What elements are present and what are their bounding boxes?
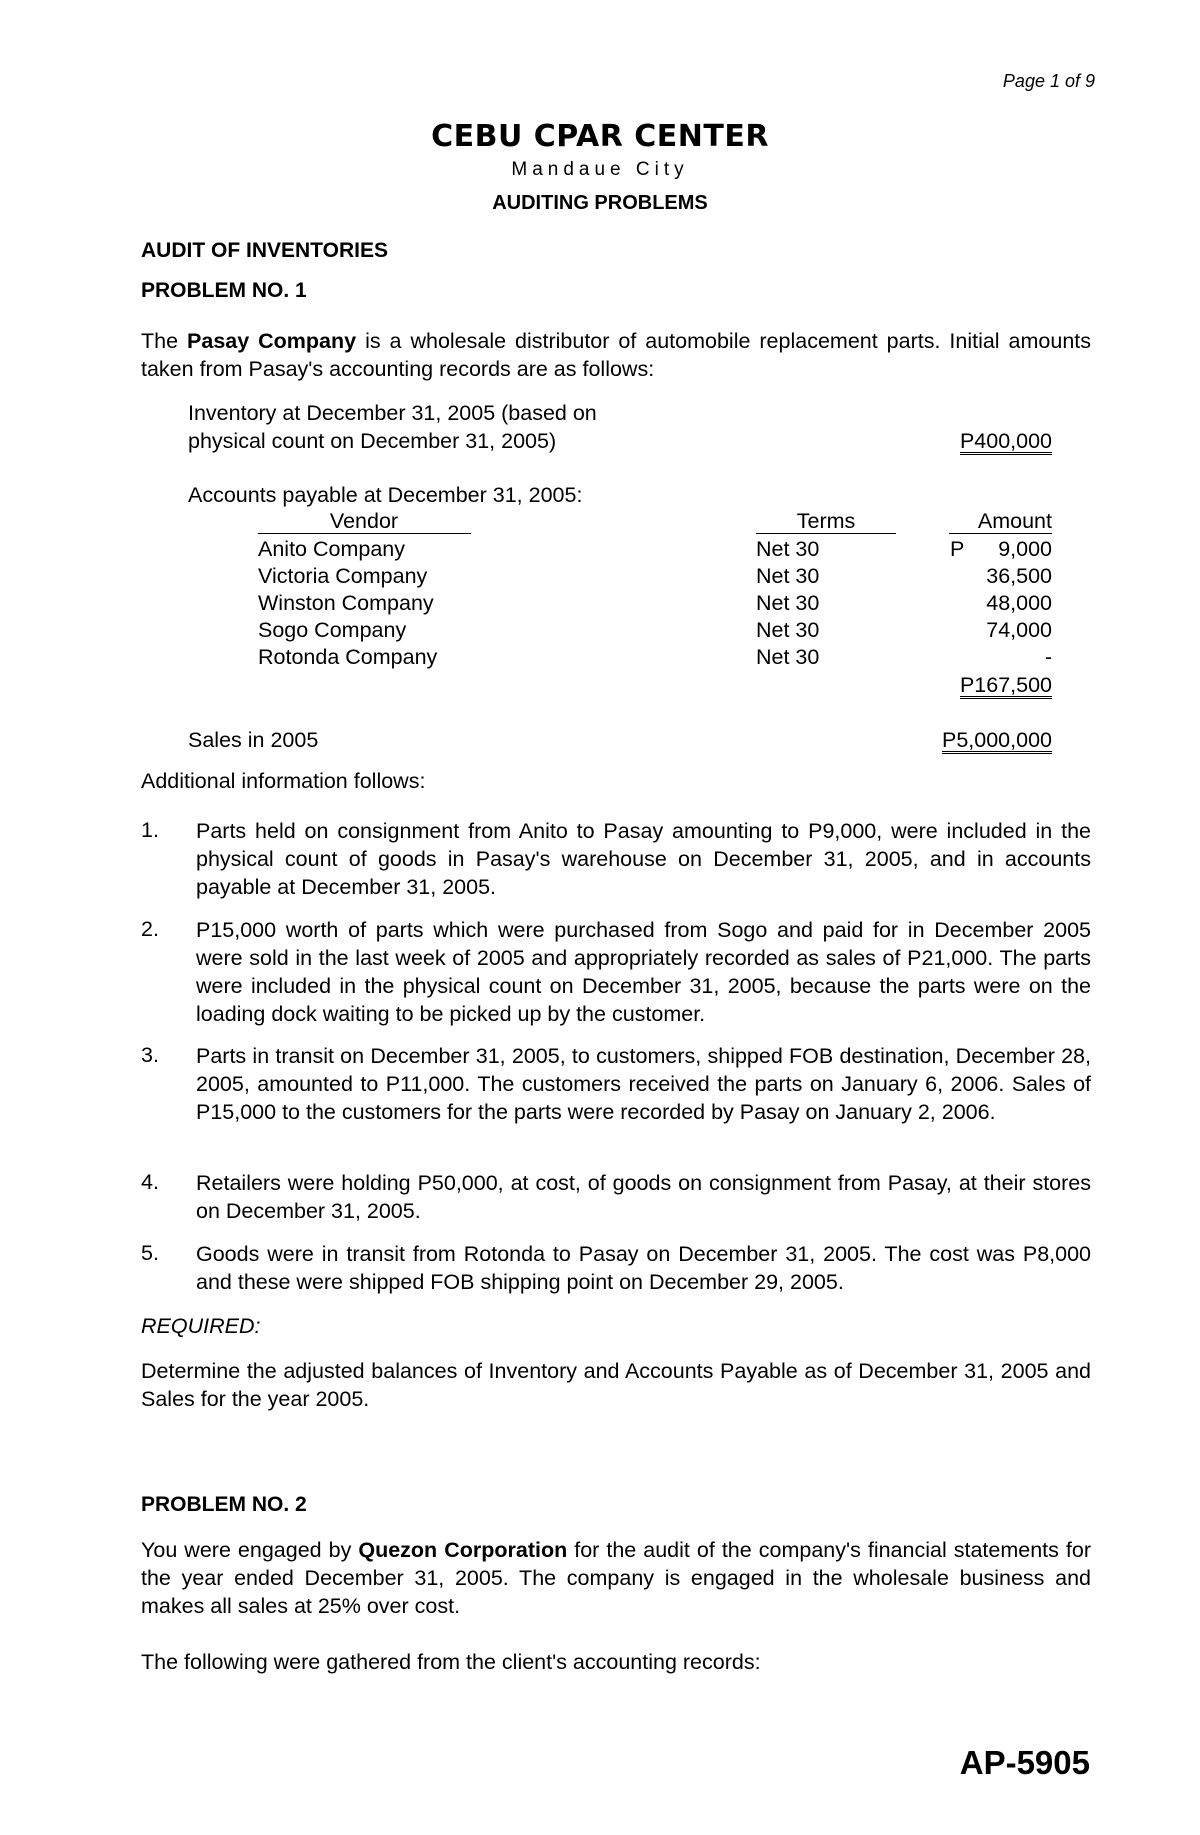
problem-1-intro: The Pasay Company is a wholesale distributor of automobile replacement parts. Initial amounts taken from Pasay's accounting records are as follows: [141,329,1091,381]
vendor-amount: 9,000 [998,537,1052,561]
item-text: P15,000 worth of parts which were purchased from Sogo and paid for in December 2005 were sold in the last week of 2005 and appropriately recorded as sales of P21,000. The parts were included in the physical count on December 31, 2005, because the parts were on the loading dock waiting to be picked up by the customer. [196,918,1091,1026]
item-number: 4. [141,1170,159,1194]
item-number: 1. [141,818,159,842]
vendor-name: Anito Company [258,537,405,561]
vendor-amount: 48,000 [986,591,1052,615]
page-number: Page 1 of 9 [1002,71,1095,91]
problem-2-intro: You were engaged by Quezon Corporation for the audit of the company's financial statements for the year ended December 31, 2005. The company is engaged in the wholesale business and makes all sales at 25% over cost. [141,1538,1092,1618]
vendor-terms: Net 30 [756,537,820,561]
terms-header-underline [756,533,896,534]
document-title: CEBU CPAR CENTER [431,119,769,154]
company-name-quezon: Quezon Corporation [358,1538,568,1562]
sales-label: Sales in 2005 [188,728,319,752]
required-label: REQUIRED: [141,1314,261,1338]
vendor-name: Winston Company [258,591,434,615]
accounts-payable-label: Accounts payable at December 31, 2005: [188,483,583,507]
vendor-terms: Net 30 [756,645,820,669]
inventory-label-line1: Inventory at December 31, 2005 (based on [188,401,597,425]
amount-column-header: Amount [977,509,1052,533]
item-number: 2. [141,917,159,941]
vendor-terms: Net 30 [756,564,820,588]
vendor-column-header: Vendor [329,509,399,533]
company-name-pasay: Pasay Company [187,329,357,353]
item-text: Parts in transit on December 31, 2005, to customers, shipped FOB destination, December 28, 2005, amounted to P11,000. The customers received the parts on January 6, 2006. Sales of P15,000 to the customers for the parts were recorded by Pasay on January 2, 2006. [196,1044,1091,1124]
item-number: 3. [141,1043,159,1067]
vendor-name: Sogo Company [258,618,407,642]
vendor-amount-currency: P [950,537,965,561]
footer-document-code: AP-5905 [959,1744,1090,1781]
vendor-header-underline [258,533,471,534]
inventory-label-line2: physical count on December 31, 2005) [188,429,557,453]
amount-header-underline [949,533,1052,534]
item-text: Goods were in transit from Rotonda to Pasay on December 31, 2005. The cost was P8,000 and these were shipped FOB shipping point on December 29, 2005. [196,1242,1091,1294]
vendor-terms: Net 30 [756,618,820,642]
vendor-amount: 74,000 [986,618,1052,642]
item-text: Parts held on consignment from Anito to Pasay amounting to P9,000, were included in the physical count of goods in Pasay's warehouse on December 31, 2005, and in accounts payable at December 31, 2005. [196,819,1091,899]
additional-info-label: Additional information follows: [141,769,426,793]
vendor-amount: 36,500 [986,564,1052,588]
inventory-amount: P400,000 [959,429,1052,453]
vendor-terms: Net 30 [756,591,820,615]
terms-column-header: Terms [796,509,856,533]
vendor-name: Rotonda Company [258,645,438,669]
document-subtitle: AUDITING PROBLEMS [492,192,708,214]
item-text: Retailers were holding P50,000, at cost, of goods on consignment from Pasay, at their stores on December 31, 2005. [196,1171,1091,1223]
problem-1-heading: PROBLEM NO. 1 [141,279,307,302]
required-text: Determine the adjusted balances of Inventory and Accounts Payable as of December 31, 2005 and Sales for the year 2005. [141,1359,1091,1411]
accounts-payable-total: P167,500 [959,673,1052,697]
problem-2-heading: PROBLEM NO. 2 [141,1493,307,1516]
sales-amount: P5,000,000 [942,728,1052,752]
vendor-name: Victoria Company [258,564,428,588]
section-title: AUDIT OF INVENTORIES [141,239,388,262]
item-number: 5. [141,1241,159,1265]
vendor-amount: - [1044,645,1052,669]
document-city: Mandaue City [511,159,689,180]
problem-2-gathered-text: The following were gathered from the client's accounting records: [141,1650,761,1674]
